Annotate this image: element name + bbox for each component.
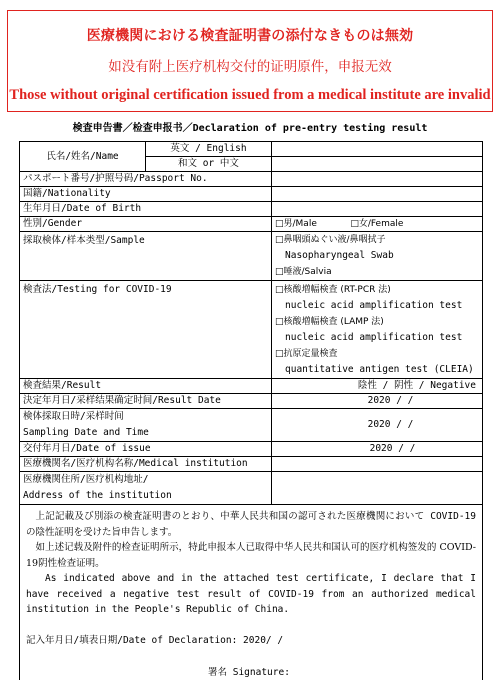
document-title: 検査申告書／检查申报书／Declaration of pre-entry testing result: [72, 123, 428, 134]
invalid-warning-box: [7, 10, 493, 112]
declaration-chinese: 如上述记载及附件的检查证明所示，特此申报本人已取得中华人民共和国认可的医疗机构签发的 COVID-19阴性检查证明。: [26, 542, 476, 569]
passport-label: パスポート番号/护照号码/Passport No.: [20, 172, 272, 187]
testing-method-label: 検査法/Testing for COVID-19: [20, 281, 272, 379]
declaration-date[interactable]: 記入年月日/填表日期/Date of Declaration: 2020/ /: [26, 634, 284, 646]
sample-saliva-checkbox[interactable]: □唾液/Salvia: [275, 267, 332, 277]
sampling-date-label: [20, 409, 272, 442]
issue-date-label: 交付年月日/Date of issue: [20, 442, 272, 457]
sampling-date-label-line2: Sampling Date and Time: [23, 427, 149, 438]
declaration-section: [20, 505, 483, 680]
warning-chinese: 如没有附上医疗机构交付的证明原件，申报无效: [108, 59, 392, 75]
result-date-value[interactable]: 2020 / /: [272, 394, 483, 409]
sampling-date-label-line1: 検体採取日時/采样时间: [23, 411, 124, 422]
result-value: 陰性 / 阴性 / Negative: [272, 379, 483, 394]
name-label: 氏名/姓名/Name: [20, 142, 146, 172]
nationality-field[interactable]: [272, 187, 483, 202]
gender-label: 性別/Gender: [20, 217, 272, 232]
institution-field[interactable]: [272, 457, 483, 472]
institution-label: 医療機関名/医疗机构名称/Medical institution: [20, 457, 272, 472]
method-lamp-checkbox[interactable]: □核酸増幅検査 (LAMP 法): [275, 316, 384, 327]
method-antigen-checkbox[interactable]: □抗原定量検査: [275, 348, 338, 359]
signature-label[interactable]: 署名 Signature:: [208, 666, 290, 678]
address-label-line2: Address of the institution: [23, 490, 172, 501]
gender-female-checkbox[interactable]: □女/Female: [350, 219, 404, 229]
name-native-field[interactable]: [272, 157, 483, 172]
method-rt-pcr-en: nucleic acid amplification test: [285, 299, 463, 311]
warning-japanese: 医療機関における検査証明書の添付なきものは無効: [86, 28, 414, 44]
method-lamp-en: nucleic acid amplification test: [285, 331, 463, 343]
declaration-japanese: 上記記載及び別添の検査証明書のとおり、中華人民共和国の認可された医療機関において COVID-19 の陰性証明を受けた旨申告します。: [26, 511, 476, 538]
testing-method-options: [272, 281, 483, 379]
result-date-label: 決定年月日/采样结果确定时间/Result Date: [20, 394, 272, 409]
sample-nasopharyngeal-checkbox[interactable]: □鼻咽頭ぬぐい液/鼻咽拭子: [275, 235, 386, 245]
name-native-label: 和文 or 中文: [146, 157, 272, 172]
gender-options: [272, 217, 483, 232]
name-english-label: 英文 / English: [146, 142, 272, 157]
declaration-form: [19, 141, 483, 680]
nationality-label: 国籍/Nationality: [20, 187, 272, 202]
gender-male-checkbox[interactable]: □男/Male: [275, 219, 317, 229]
address-label-line1: 医療機関住所/医疗机构地址/: [23, 474, 149, 485]
issue-date-value[interactable]: 2020 / /: [272, 442, 483, 457]
sample-label: 採取検体/样本类型/Sample: [20, 232, 272, 281]
sample-options: [272, 232, 483, 281]
method-rt-pcr-checkbox[interactable]: □核酸増幅検査 (RT-PCR 法): [275, 284, 391, 295]
name-english-field[interactable]: [272, 142, 483, 157]
address-field[interactable]: [272, 472, 483, 505]
result-label: 検査結果/Result: [20, 379, 272, 394]
sampling-date-value[interactable]: 2020 / /: [272, 409, 483, 442]
method-antigen-en: quantitative antigen test (CLEIA): [285, 363, 474, 375]
dob-field[interactable]: [272, 202, 483, 217]
declaration-english: As indicated above and in the attached test certificate, I declare that I have received a negative test result of COVID-19 from an authorized medical institution in the People's Republic of China.: [26, 573, 476, 615]
passport-field[interactable]: [272, 172, 483, 187]
address-label: [20, 472, 272, 505]
warning-english: Those without original certification issued from a medical institute are invalid: [9, 87, 491, 103]
sample-nasopharyngeal-en: Nasopharyngeal Swab: [285, 250, 394, 261]
dob-label: 生年月日/Date of Birth: [20, 202, 272, 217]
